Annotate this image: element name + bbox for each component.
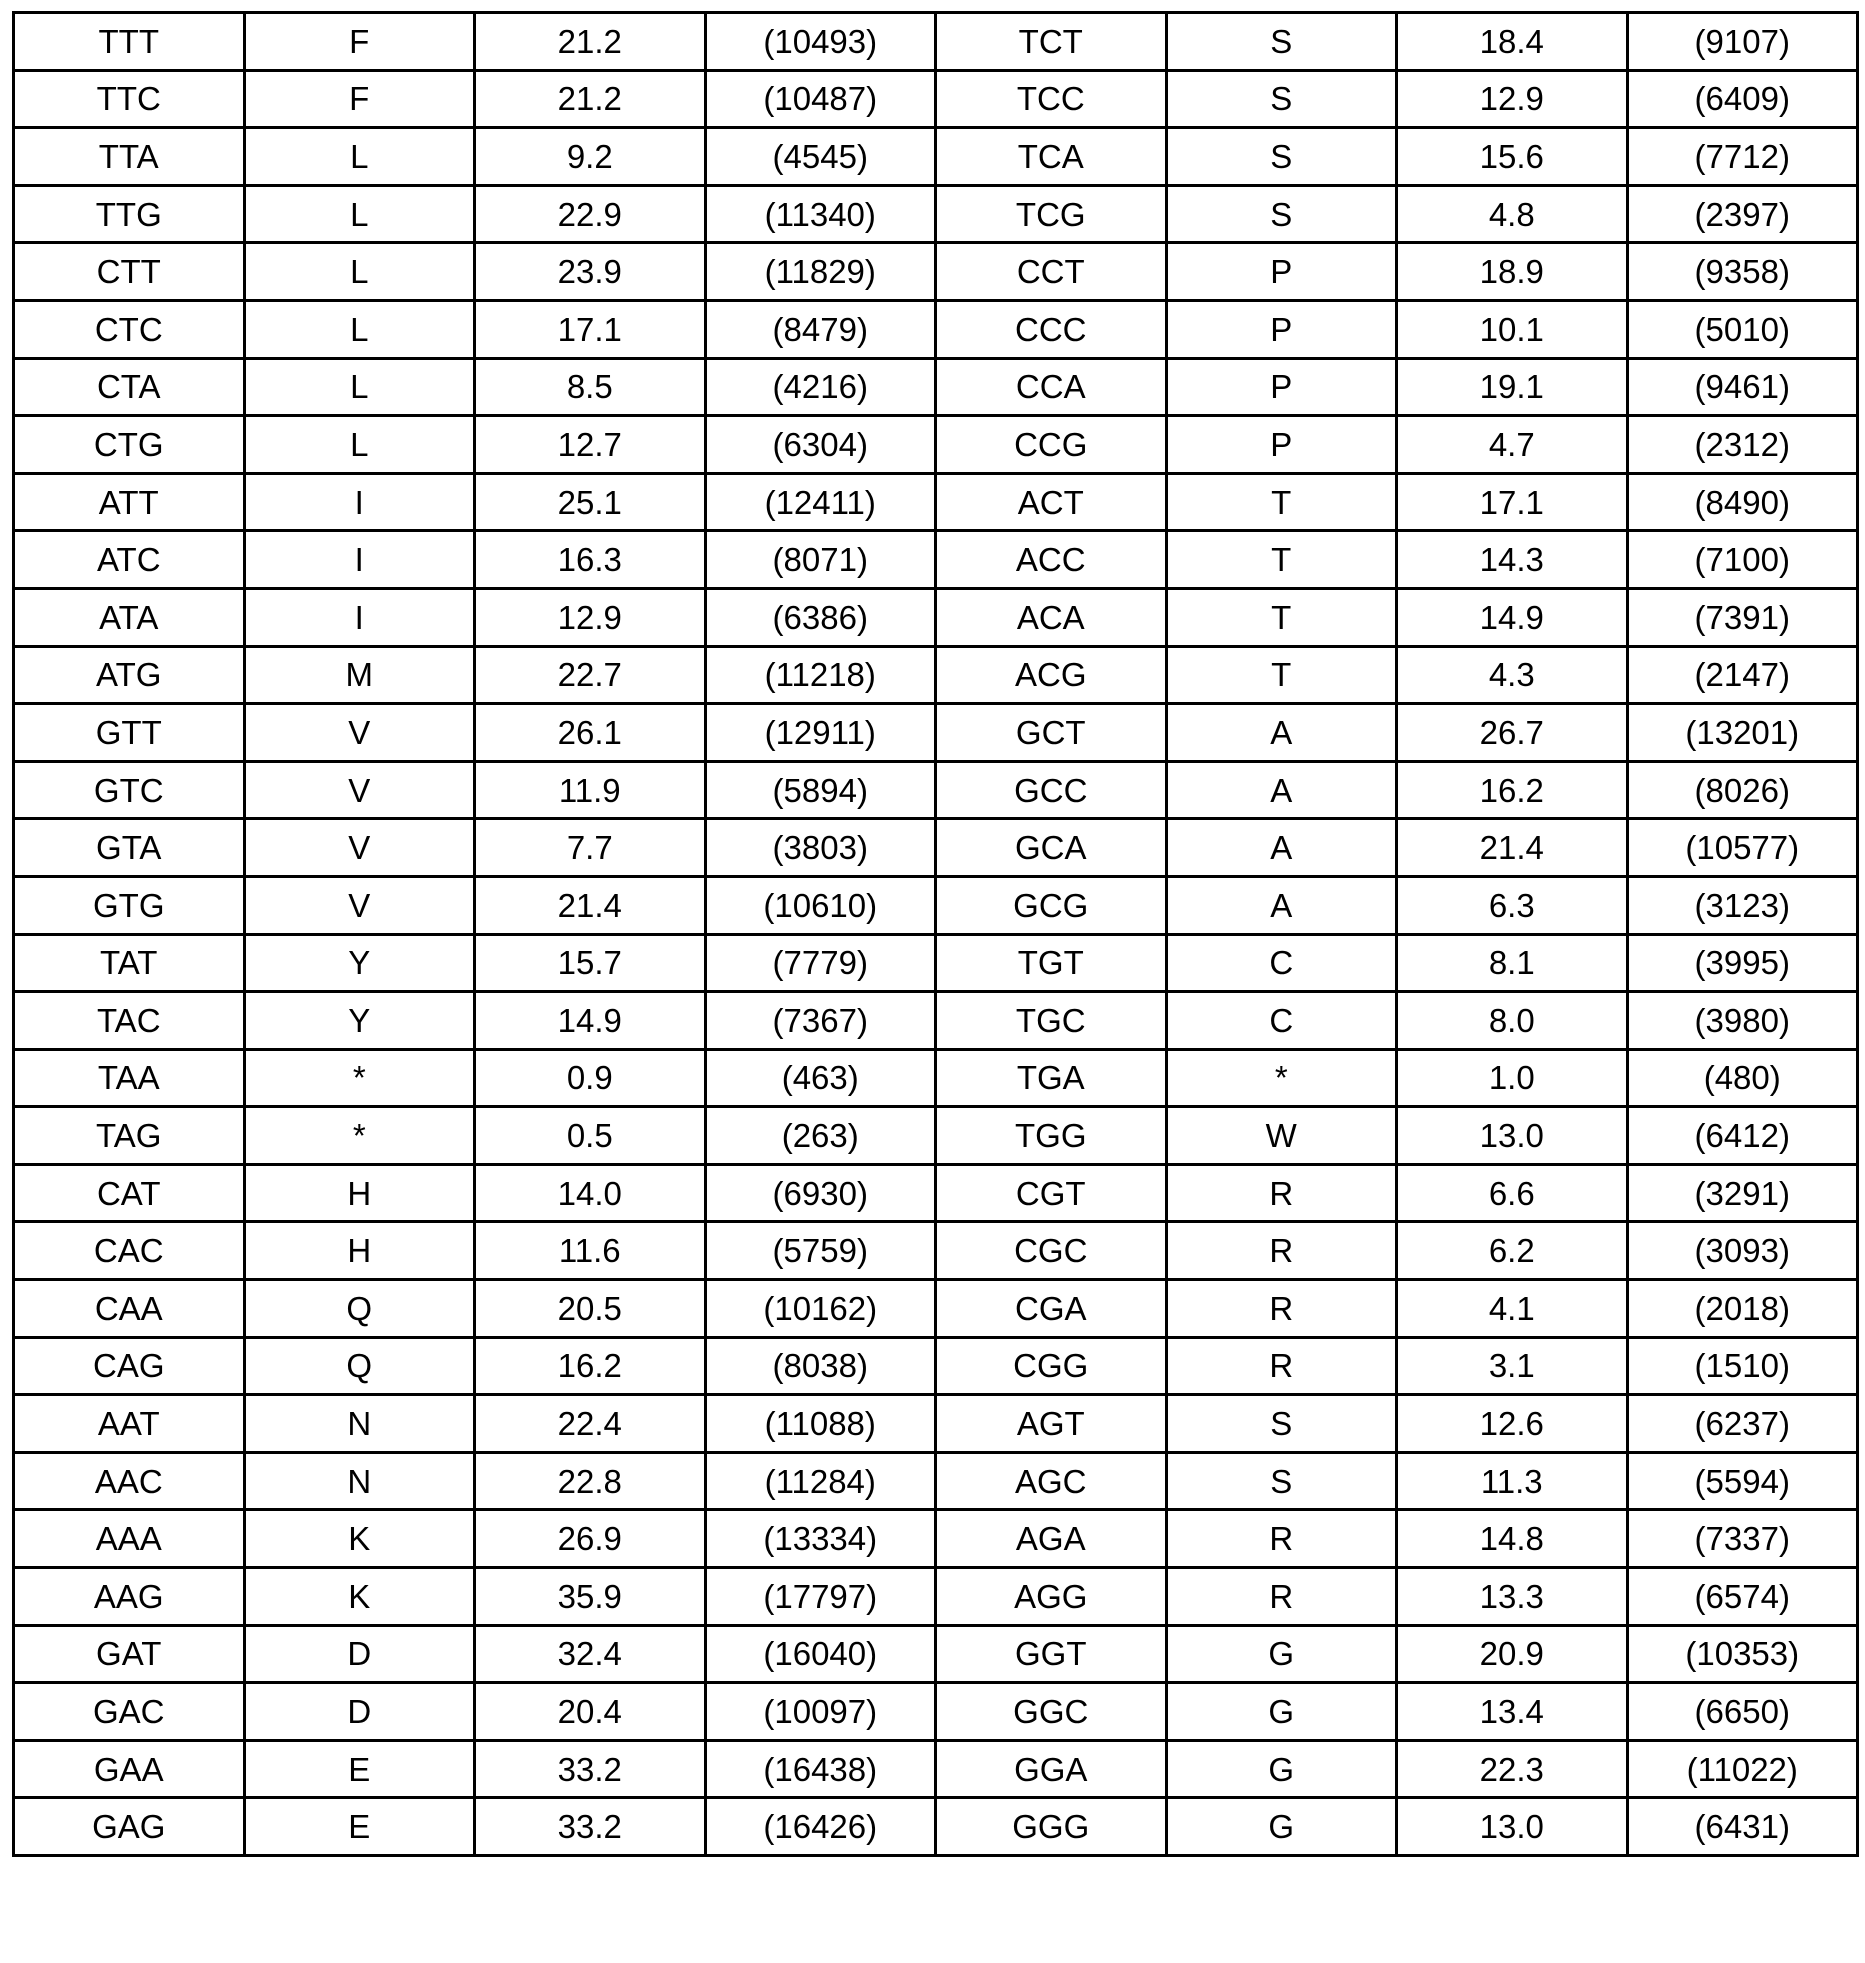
right-count-cell: (5594) [1627, 1452, 1858, 1510]
left-frequency-cell: 22.7 [475, 646, 706, 704]
left-amino-acid-cell: L [244, 243, 475, 301]
left-count-cell: (17797) [705, 1568, 936, 1626]
left-amino-acid-cell: E [244, 1740, 475, 1798]
right-amino-acid-cell: G [1166, 1740, 1397, 1798]
left-frequency-cell: 17.1 [475, 300, 706, 358]
left-frequency-cell: 16.3 [475, 531, 706, 589]
left-amino-acid-cell: I [244, 473, 475, 531]
right-count-cell: (1510) [1627, 1337, 1858, 1395]
left-amino-acid-cell: Y [244, 934, 475, 992]
left-codon-cell: GAG [14, 1798, 245, 1856]
left-codon-cell: GAA [14, 1740, 245, 1798]
left-amino-acid-cell: N [244, 1452, 475, 1510]
right-frequency-cell: 13.0 [1397, 1107, 1628, 1165]
left-frequency-cell: 9.2 [475, 128, 706, 186]
codon-table-body [14, 13, 1858, 1856]
right-codon-cell: ACC [936, 531, 1167, 589]
left-frequency-cell: 12.7 [475, 416, 706, 474]
right-amino-acid-cell: R [1166, 1337, 1397, 1395]
left-amino-acid-cell: L [244, 128, 475, 186]
left-amino-acid-cell: V [244, 819, 475, 877]
right-count-cell: (7100) [1627, 531, 1858, 589]
right-codon-cell: GGG [936, 1798, 1167, 1856]
left-frequency-cell: 7.7 [475, 819, 706, 877]
right-amino-acid-cell: C [1166, 992, 1397, 1050]
right-codon-cell: CCG [936, 416, 1167, 474]
right-codon-cell: ACT [936, 473, 1167, 531]
left-codon-cell: ATC [14, 531, 245, 589]
right-count-cell: (2312) [1627, 416, 1858, 474]
right-frequency-cell: 11.3 [1397, 1452, 1628, 1510]
right-amino-acid-cell: C [1166, 934, 1397, 992]
left-codon-cell: TAG [14, 1107, 245, 1165]
left-count-cell: (5759) [705, 1222, 936, 1280]
table-row [14, 1280, 1858, 1338]
right-frequency-cell: 26.7 [1397, 704, 1628, 762]
left-frequency-cell: 0.9 [475, 1049, 706, 1107]
right-frequency-cell: 22.3 [1397, 1740, 1628, 1798]
right-codon-cell: CGA [936, 1280, 1167, 1338]
table-row [14, 992, 1858, 1050]
right-count-cell: (2147) [1627, 646, 1858, 704]
left-codon-cell: AAA [14, 1510, 245, 1568]
right-codon-cell: TCT [936, 13, 1167, 71]
left-count-cell: (11340) [705, 185, 936, 243]
left-frequency-cell: 26.1 [475, 704, 706, 762]
right-frequency-cell: 13.4 [1397, 1683, 1628, 1741]
left-count-cell: (6304) [705, 416, 936, 474]
table-row [14, 1740, 1858, 1798]
right-count-cell: (9461) [1627, 358, 1858, 416]
right-count-cell: (8490) [1627, 473, 1858, 531]
left-amino-acid-cell: D [244, 1683, 475, 1741]
right-codon-cell: CGG [936, 1337, 1167, 1395]
left-codon-cell: CTA [14, 358, 245, 416]
left-count-cell: (7779) [705, 934, 936, 992]
right-frequency-cell: 4.1 [1397, 1280, 1628, 1338]
right-codon-cell: AGC [936, 1452, 1167, 1510]
left-amino-acid-cell: L [244, 358, 475, 416]
left-frequency-cell: 21.4 [475, 876, 706, 934]
right-frequency-cell: 6.3 [1397, 876, 1628, 934]
left-count-cell: (5894) [705, 761, 936, 819]
left-amino-acid-cell: F [244, 13, 475, 71]
right-codon-cell: ACG [936, 646, 1167, 704]
left-amino-acid-cell: Q [244, 1337, 475, 1395]
left-count-cell: (4545) [705, 128, 936, 186]
right-count-cell: (3123) [1627, 876, 1858, 934]
left-codon-cell: ATG [14, 646, 245, 704]
left-amino-acid-cell: * [244, 1107, 475, 1165]
right-frequency-cell: 4.3 [1397, 646, 1628, 704]
left-amino-acid-cell: I [244, 531, 475, 589]
left-frequency-cell: 32.4 [475, 1625, 706, 1683]
left-frequency-cell: 21.2 [475, 70, 706, 128]
table-row [14, 13, 1858, 71]
left-codon-cell: CTC [14, 300, 245, 358]
right-count-cell: (7712) [1627, 128, 1858, 186]
codon-usage-table [12, 11, 1859, 1857]
left-codon-cell: TTT [14, 13, 245, 71]
left-amino-acid-cell: H [244, 1222, 475, 1280]
right-amino-acid-cell: T [1166, 646, 1397, 704]
left-codon-cell: CTT [14, 243, 245, 301]
left-amino-acid-cell: M [244, 646, 475, 704]
left-codon-cell: TTA [14, 128, 245, 186]
table-row [14, 1222, 1858, 1280]
left-count-cell: (10610) [705, 876, 936, 934]
left-frequency-cell: 20.4 [475, 1683, 706, 1741]
right-count-cell: (2018) [1627, 1280, 1858, 1338]
right-count-cell: (2397) [1627, 185, 1858, 243]
right-count-cell: (8026) [1627, 761, 1858, 819]
right-amino-acid-cell: S [1166, 13, 1397, 71]
left-frequency-cell: 22.9 [475, 185, 706, 243]
right-count-cell: (9358) [1627, 243, 1858, 301]
right-frequency-cell: 12.6 [1397, 1395, 1628, 1453]
right-codon-cell: GGT [936, 1625, 1167, 1683]
right-frequency-cell: 4.7 [1397, 416, 1628, 474]
left-codon-cell: ATT [14, 473, 245, 531]
left-count-cell: (16426) [705, 1798, 936, 1856]
right-count-cell: (480) [1627, 1049, 1858, 1107]
table-row [14, 1107, 1858, 1165]
left-count-cell: (11088) [705, 1395, 936, 1453]
right-codon-cell: TGC [936, 992, 1167, 1050]
left-amino-acid-cell: K [244, 1568, 475, 1626]
left-codon-cell: GAT [14, 1625, 245, 1683]
table-row [14, 588, 1858, 646]
left-amino-acid-cell: L [244, 300, 475, 358]
table-row [14, 1625, 1858, 1683]
right-count-cell: (3291) [1627, 1164, 1858, 1222]
table-row [14, 531, 1858, 589]
table-row [14, 1798, 1858, 1856]
right-codon-cell: CCT [936, 243, 1167, 301]
left-amino-acid-cell: V [244, 876, 475, 934]
table-row [14, 876, 1858, 934]
right-count-cell: (6412) [1627, 1107, 1858, 1165]
left-codon-cell: GTC [14, 761, 245, 819]
left-frequency-cell: 22.4 [475, 1395, 706, 1453]
left-codon-cell: TAC [14, 992, 245, 1050]
left-frequency-cell: 23.9 [475, 243, 706, 301]
table-row [14, 1049, 1858, 1107]
right-amino-acid-cell: G [1166, 1798, 1397, 1856]
left-amino-acid-cell: V [244, 704, 475, 762]
left-frequency-cell: 14.9 [475, 992, 706, 1050]
left-amino-acid-cell: L [244, 416, 475, 474]
left-frequency-cell: 25.1 [475, 473, 706, 531]
table-row [14, 1568, 1858, 1626]
right-frequency-cell: 4.8 [1397, 185, 1628, 243]
right-codon-cell: TCC [936, 70, 1167, 128]
right-amino-acid-cell: T [1166, 531, 1397, 589]
right-count-cell: (6650) [1627, 1683, 1858, 1741]
left-codon-cell: ATA [14, 588, 245, 646]
left-frequency-cell: 26.9 [475, 1510, 706, 1568]
left-frequency-cell: 35.9 [475, 1568, 706, 1626]
right-frequency-cell: 15.6 [1397, 128, 1628, 186]
table-row [14, 185, 1858, 243]
left-codon-cell: AAC [14, 1452, 245, 1510]
right-codon-cell: CCA [936, 358, 1167, 416]
left-count-cell: (10097) [705, 1683, 936, 1741]
right-codon-cell: GGC [936, 1683, 1167, 1741]
right-amino-acid-cell: A [1166, 876, 1397, 934]
left-count-cell: (16040) [705, 1625, 936, 1683]
table-row [14, 1337, 1858, 1395]
right-count-cell: (10577) [1627, 819, 1858, 877]
right-frequency-cell: 8.1 [1397, 934, 1628, 992]
left-codon-cell: GTG [14, 876, 245, 934]
left-count-cell: (7367) [705, 992, 936, 1050]
left-frequency-cell: 14.0 [475, 1164, 706, 1222]
left-count-cell: (3803) [705, 819, 936, 877]
left-amino-acid-cell: E [244, 1798, 475, 1856]
left-codon-cell: CAT [14, 1164, 245, 1222]
right-frequency-cell: 13.0 [1397, 1798, 1628, 1856]
left-codon-cell: CTG [14, 416, 245, 474]
right-amino-acid-cell: R [1166, 1510, 1397, 1568]
right-count-cell: (9107) [1627, 13, 1858, 71]
left-codon-cell: AAG [14, 1568, 245, 1626]
left-frequency-cell: 21.2 [475, 13, 706, 71]
right-codon-cell: TCG [936, 185, 1167, 243]
right-frequency-cell: 6.6 [1397, 1164, 1628, 1222]
table-row [14, 1510, 1858, 1568]
right-codon-cell: AGT [936, 1395, 1167, 1453]
left-amino-acid-cell: D [244, 1625, 475, 1683]
left-frequency-cell: 22.8 [475, 1452, 706, 1510]
left-frequency-cell: 8.5 [475, 358, 706, 416]
left-amino-acid-cell: H [244, 1164, 475, 1222]
left-count-cell: (11284) [705, 1452, 936, 1510]
right-count-cell: (3980) [1627, 992, 1858, 1050]
right-codon-cell: TCA [936, 128, 1167, 186]
left-codon-cell: CAA [14, 1280, 245, 1338]
left-count-cell: (8479) [705, 300, 936, 358]
right-count-cell: (10353) [1627, 1625, 1858, 1683]
right-amino-acid-cell: T [1166, 588, 1397, 646]
right-amino-acid-cell: S [1166, 1395, 1397, 1453]
left-frequency-cell: 16.2 [475, 1337, 706, 1395]
table-row [14, 646, 1858, 704]
right-amino-acid-cell: A [1166, 819, 1397, 877]
right-amino-acid-cell: T [1166, 473, 1397, 531]
left-codon-cell: GAC [14, 1683, 245, 1741]
left-count-cell: (10493) [705, 13, 936, 71]
table-row [14, 1164, 1858, 1222]
table-row [14, 1395, 1858, 1453]
right-amino-acid-cell: P [1166, 300, 1397, 358]
left-amino-acid-cell: F [244, 70, 475, 128]
right-count-cell: (5010) [1627, 300, 1858, 358]
left-count-cell: (11829) [705, 243, 936, 301]
table-row [14, 70, 1858, 128]
right-count-cell: (6409) [1627, 70, 1858, 128]
right-codon-cell: GGA [936, 1740, 1167, 1798]
left-amino-acid-cell: N [244, 1395, 475, 1453]
left-count-cell: (8071) [705, 531, 936, 589]
left-frequency-cell: 33.2 [475, 1798, 706, 1856]
left-count-cell: (16438) [705, 1740, 936, 1798]
right-frequency-cell: 17.1 [1397, 473, 1628, 531]
table-row [14, 761, 1858, 819]
table-row [14, 128, 1858, 186]
right-frequency-cell: 10.1 [1397, 300, 1628, 358]
right-frequency-cell: 12.9 [1397, 70, 1628, 128]
table-row [14, 300, 1858, 358]
left-amino-acid-cell: Q [244, 1280, 475, 1338]
right-count-cell: (3995) [1627, 934, 1858, 992]
left-count-cell: (6386) [705, 588, 936, 646]
left-count-cell: (8038) [705, 1337, 936, 1395]
right-frequency-cell: 14.9 [1397, 588, 1628, 646]
right-codon-cell: CGC [936, 1222, 1167, 1280]
right-codon-cell: TGG [936, 1107, 1167, 1165]
right-amino-acid-cell: P [1166, 243, 1397, 301]
table-row [14, 243, 1858, 301]
right-codon-cell: GCT [936, 704, 1167, 762]
right-count-cell: (7391) [1627, 588, 1858, 646]
right-frequency-cell: 8.0 [1397, 992, 1628, 1050]
right-count-cell: (13201) [1627, 704, 1858, 762]
left-frequency-cell: 11.9 [475, 761, 706, 819]
left-amino-acid-cell: Y [244, 992, 475, 1050]
left-count-cell: (6930) [705, 1164, 936, 1222]
left-count-cell: (10162) [705, 1280, 936, 1338]
right-count-cell: (6237) [1627, 1395, 1858, 1453]
left-codon-cell: CAC [14, 1222, 245, 1280]
right-codon-cell: TGT [936, 934, 1167, 992]
right-amino-acid-cell: W [1166, 1107, 1397, 1165]
table-row [14, 934, 1858, 992]
right-frequency-cell: 3.1 [1397, 1337, 1628, 1395]
table-row [14, 416, 1858, 474]
table-row [14, 358, 1858, 416]
left-frequency-cell: 0.5 [475, 1107, 706, 1165]
right-amino-acid-cell: S [1166, 70, 1397, 128]
right-codon-cell: TGA [936, 1049, 1167, 1107]
right-codon-cell: ACA [936, 588, 1167, 646]
right-frequency-cell: 16.2 [1397, 761, 1628, 819]
right-count-cell: (11022) [1627, 1740, 1858, 1798]
left-frequency-cell: 20.5 [475, 1280, 706, 1338]
right-frequency-cell: 1.0 [1397, 1049, 1628, 1107]
right-count-cell: (3093) [1627, 1222, 1858, 1280]
left-count-cell: (4216) [705, 358, 936, 416]
left-codon-cell: TTC [14, 70, 245, 128]
left-count-cell: (13334) [705, 1510, 936, 1568]
left-codon-cell: TTG [14, 185, 245, 243]
right-amino-acid-cell: P [1166, 358, 1397, 416]
right-amino-acid-cell: P [1166, 416, 1397, 474]
right-codon-cell: AGA [936, 1510, 1167, 1568]
left-amino-acid-cell: I [244, 588, 475, 646]
left-frequency-cell: 15.7 [475, 934, 706, 992]
left-codon-cell: CAG [14, 1337, 245, 1395]
table-row [14, 704, 1858, 762]
right-frequency-cell: 13.3 [1397, 1568, 1628, 1626]
left-codon-cell: TAT [14, 934, 245, 992]
left-codon-cell: AAT [14, 1395, 245, 1453]
left-amino-acid-cell: L [244, 185, 475, 243]
table-row [14, 473, 1858, 531]
left-amino-acid-cell: V [244, 761, 475, 819]
left-codon-cell: TAA [14, 1049, 245, 1107]
right-count-cell: (6574) [1627, 1568, 1858, 1626]
right-codon-cell: GCG [936, 876, 1167, 934]
table-row [14, 1683, 1858, 1741]
right-codon-cell: GCC [936, 761, 1167, 819]
right-frequency-cell: 21.4 [1397, 819, 1628, 877]
left-codon-cell: GTT [14, 704, 245, 762]
right-codon-cell: CCC [936, 300, 1167, 358]
table-row [14, 1452, 1858, 1510]
right-amino-acid-cell: R [1166, 1164, 1397, 1222]
right-frequency-cell: 14.8 [1397, 1510, 1628, 1568]
right-codon-cell: CGT [936, 1164, 1167, 1222]
right-amino-acid-cell: S [1166, 1452, 1397, 1510]
left-count-cell: (11218) [705, 646, 936, 704]
right-frequency-cell: 18.9 [1397, 243, 1628, 301]
left-amino-acid-cell: * [244, 1049, 475, 1107]
left-amino-acid-cell: K [244, 1510, 475, 1568]
right-amino-acid-cell: A [1166, 761, 1397, 819]
left-count-cell: (12911) [705, 704, 936, 762]
right-frequency-cell: 14.3 [1397, 531, 1628, 589]
right-codon-cell: AGG [936, 1568, 1167, 1626]
right-amino-acid-cell: G [1166, 1683, 1397, 1741]
right-amino-acid-cell: S [1166, 128, 1397, 186]
right-amino-acid-cell: R [1166, 1568, 1397, 1626]
right-amino-acid-cell: R [1166, 1280, 1397, 1338]
right-amino-acid-cell: A [1166, 704, 1397, 762]
right-count-cell: (6431) [1627, 1798, 1858, 1856]
right-frequency-cell: 19.1 [1397, 358, 1628, 416]
left-count-cell: (12411) [705, 473, 936, 531]
left-frequency-cell: 33.2 [475, 1740, 706, 1798]
left-frequency-cell: 12.9 [475, 588, 706, 646]
right-frequency-cell: 6.2 [1397, 1222, 1628, 1280]
left-count-cell: (463) [705, 1049, 936, 1107]
right-amino-acid-cell: * [1166, 1049, 1397, 1107]
right-amino-acid-cell: G [1166, 1625, 1397, 1683]
table-row [14, 819, 1858, 877]
right-count-cell: (7337) [1627, 1510, 1858, 1568]
right-amino-acid-cell: S [1166, 185, 1397, 243]
right-frequency-cell: 20.9 [1397, 1625, 1628, 1683]
left-count-cell: (263) [705, 1107, 936, 1165]
left-count-cell: (10487) [705, 70, 936, 128]
right-amino-acid-cell: R [1166, 1222, 1397, 1280]
right-frequency-cell: 18.4 [1397, 13, 1628, 71]
left-codon-cell: GTA [14, 819, 245, 877]
right-codon-cell: GCA [936, 819, 1167, 877]
left-frequency-cell: 11.6 [475, 1222, 706, 1280]
